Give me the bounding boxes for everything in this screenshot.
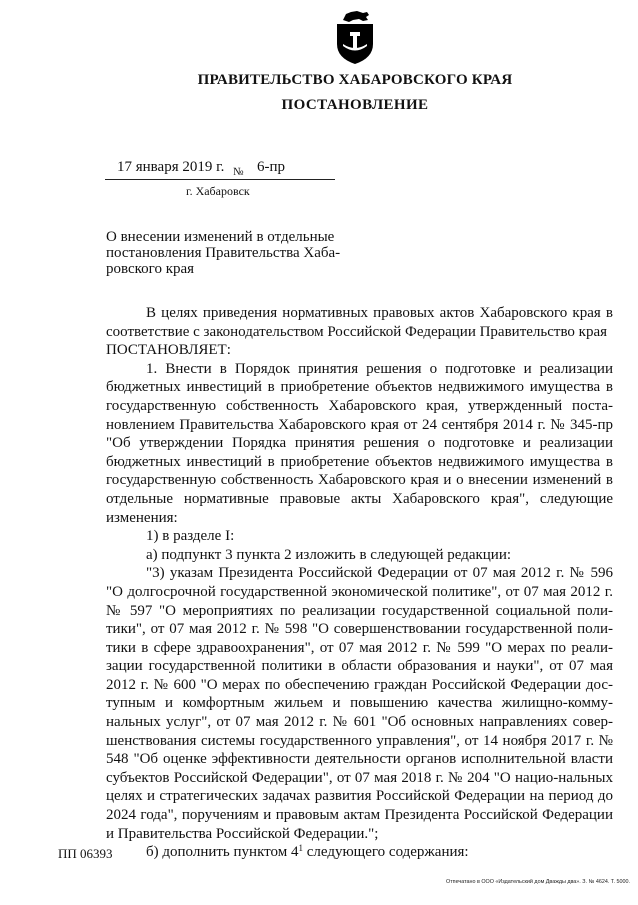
document-code: ПП 06393 (58, 846, 113, 861)
document-subject: О внесении изменений в отдельные постановления Правительства Хаба-ровского края (106, 229, 341, 277)
number-sign: № (233, 166, 244, 178)
khabarovsk-coat-of-arms-icon (333, 8, 377, 66)
resolves-heading: ПОСТАНОВЛЯЕТ: (106, 342, 231, 359)
document-kind: ПОСТАНОВЛЕНИЕ (281, 97, 429, 113)
document-body (106, 304, 613, 862)
document-number: 6-пр (257, 159, 286, 175)
org-title: ПРАВИТЕЛЬСТВО ХАБАРОВСКОГО КРАЯ (197, 72, 513, 88)
document-date: 17 января 2019 г. (117, 159, 225, 175)
item-1-paragraph: 1. Внести в Порядок принятия решения о подготовке и реализации бюджетных инвестиций в приобретение объектов недвижимого имущества в государственную собственность Хабаровского края, утвержденный поста-новлением Правительства Хабаровского края от 24 сентября 2014 г. № 345-пр "Об утверждении Порядка принятия решения о подготовке и реализации бюджетных инвестиций в приобретение объектов недвижимого имущества в государственную собственность Хабаровского края и о внесении изменений в отдельные нормативные правовые акты Хабаровского края", следующие изменения: (106, 360, 613, 526)
coat-of-arms (333, 8, 377, 66)
date-number-line (105, 157, 335, 180)
print-imprint: Отпечатано в ООО «Издательский дом Дважды два». З. № 4624. Т. 5000. (446, 879, 630, 885)
quoted-text: "3) указам Президента Российской Федерации от 07 мая 2012 г. № 596 "О долгосрочной государственной экономической политике", от 07 мая 2012 г. № 597 "О мероприятиях по реализации государственной социальной поли-тики", от 07 мая 2012 г. № 598 "О совершенствовании государственной поли-тики в сфере здравоохранения", от 07 мая 2012 г. № 599 "О мерах по реали-зации государственной политики в области образования и науки", от 07 мая 2012 г. № 600 "О мерах по обеспечению граждан Российской Федерации дос-тупным и комфортным жильем и повышению качества жилищно-комму-нальных услуг", от 07 мая 2012 г. № 601 "Об основных направлениях совер-шенствования системы государственного управления", от 14 ноября 2017 г. № 548 "Об оценке эффективности деятельности органов исполнительной власти субъектов Российской Федерации", от 07 мая 2018 г. № 204 "О нацио-нальных целях и стратегических задачах развития Российской Федерации на период до 2024 года", поручениям и правовым актам Президента Российской Федерации и Правительства Российской Федерации."; (106, 565, 613, 842)
preamble-paragraph: В целях приведения нормативных правовых актов Хабаровского края в соответствие с законодательством Российской Федерации Правительство края (106, 305, 613, 340)
subitem-b-prefix: б) дополнить пунктом 4 (146, 844, 299, 861)
subitem-a: а) подпункт 3 пункта 2 изложить в следующей редакции: (146, 546, 512, 563)
document-city: г. Хабаровск (186, 184, 250, 198)
subitem-b (106, 843, 613, 862)
subitem-b-suffix: следующего содержания: (302, 844, 469, 861)
subitem-1: 1) в разделе I: (146, 528, 235, 545)
subitem-b-superscript: 1 (298, 843, 303, 854)
